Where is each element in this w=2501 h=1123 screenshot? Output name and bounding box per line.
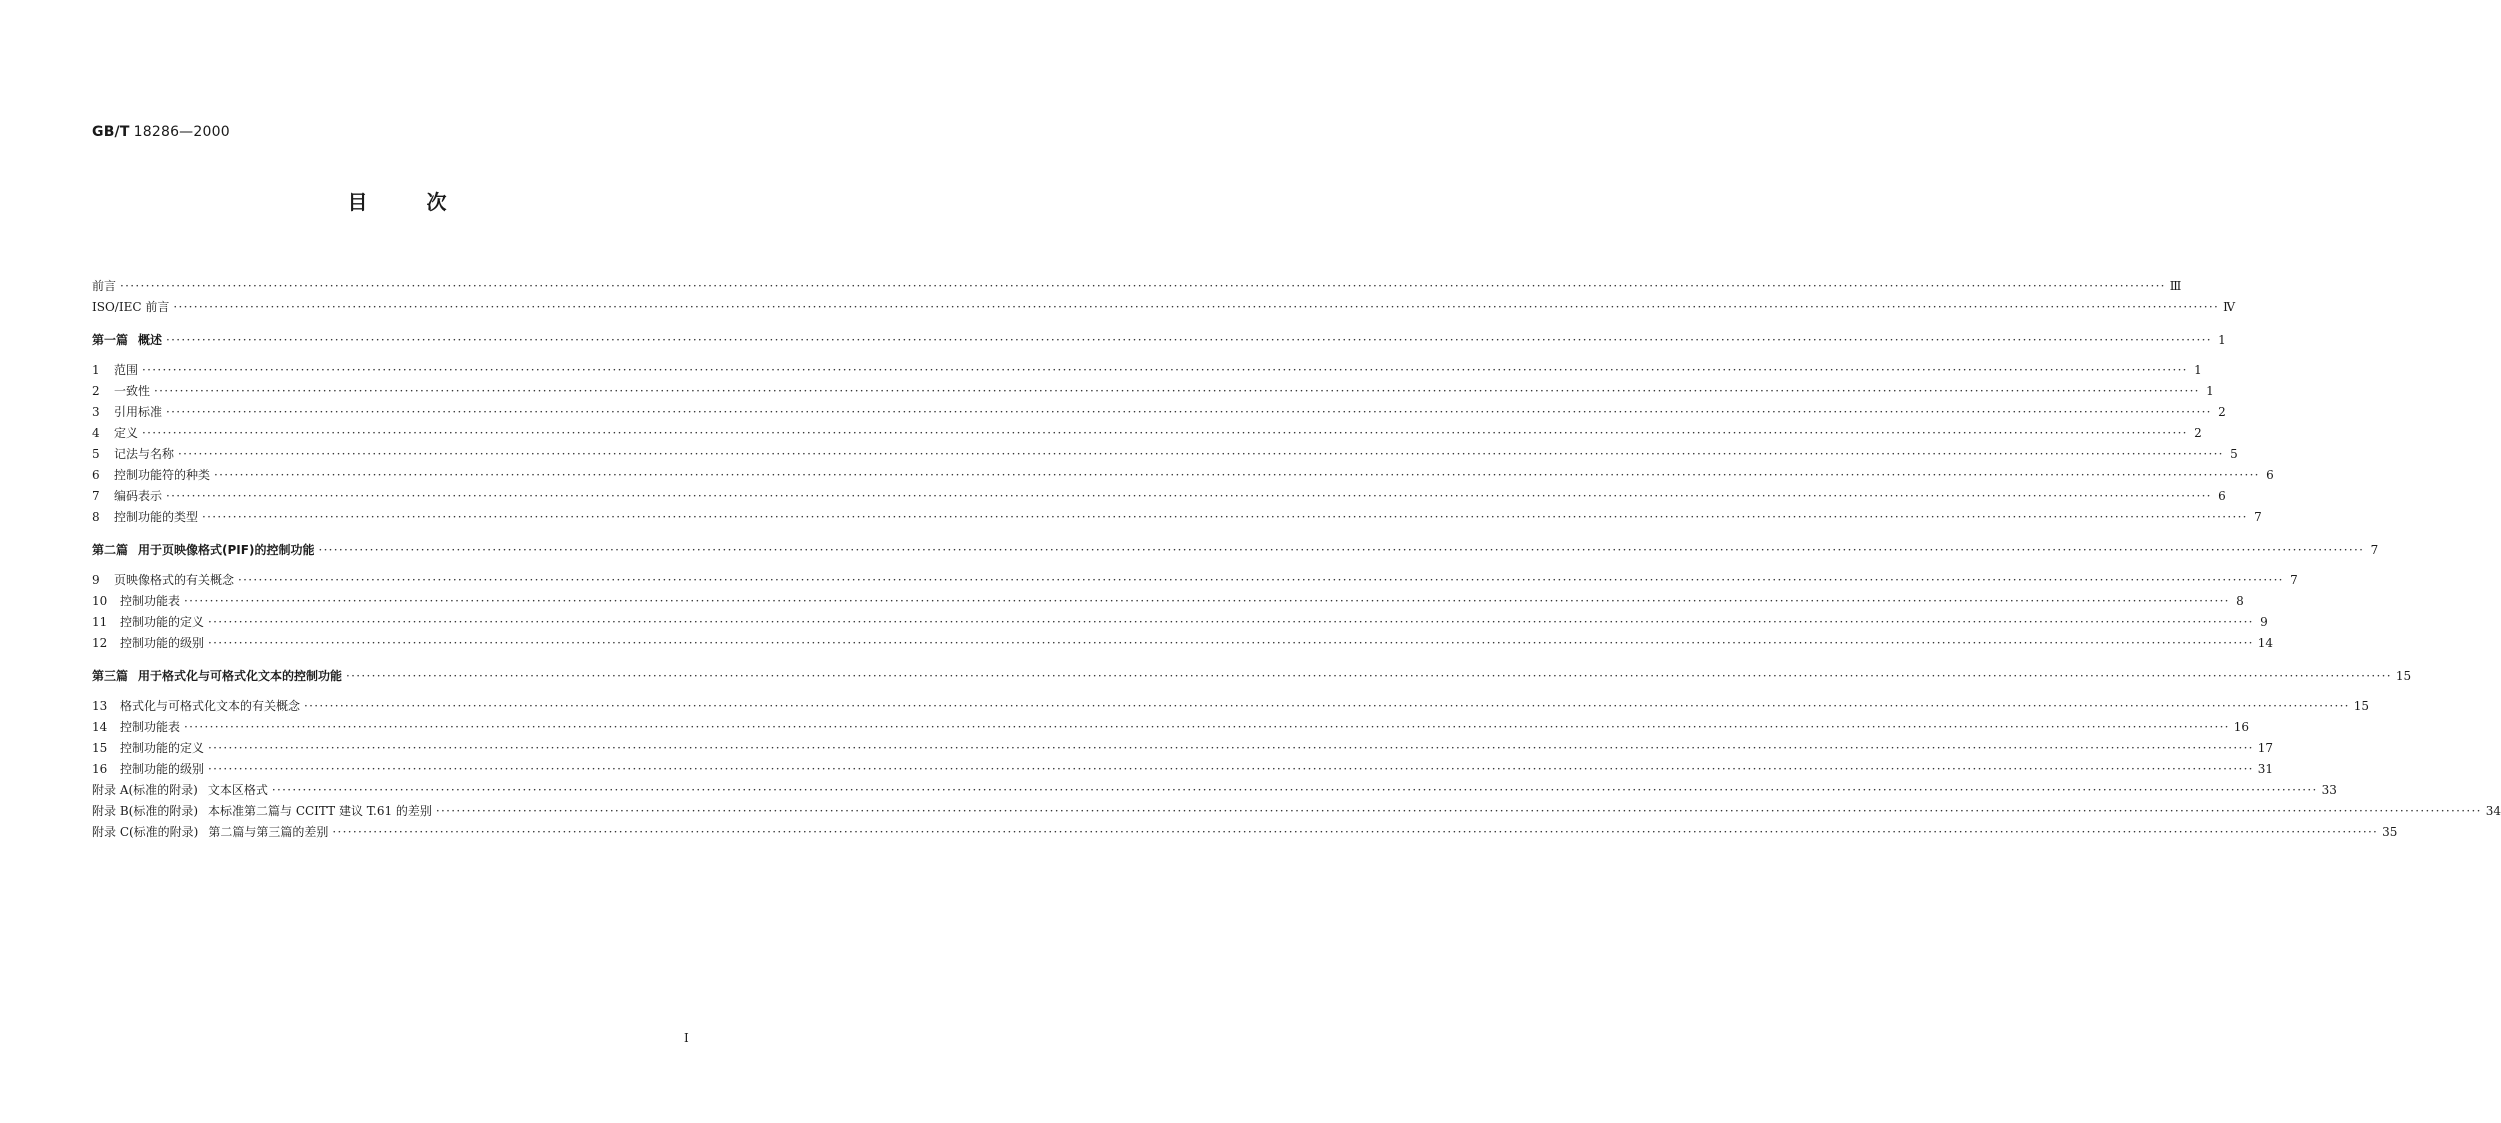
- toc-entry-label: [92, 613, 208, 631]
- toc-leader-dots: ················································································································································································································································································································································································································: [208, 762, 2254, 776]
- toc-entry-page: 14: [2257, 636, 2274, 650]
- toc-entry-title: 控制功能的定义: [120, 741, 205, 755]
- toc-entry-number: 6: [92, 468, 100, 482]
- toc-entry-number: 4: [92, 426, 100, 440]
- toc-entry[interactable]: [92, 331, 2226, 349]
- toc-entry[interactable]: [92, 697, 2370, 715]
- toc-entry-number: 14: [92, 720, 108, 734]
- toc-entry-label: [92, 466, 214, 484]
- toc-entry-title: 编码表示: [114, 489, 163, 503]
- toc-entry-label: [92, 382, 154, 400]
- toc-leader-dots: ················································································································································································································································································································································································································: [346, 669, 2392, 683]
- toc-leader-dots: ················································································································································································································································································································································································································: [435, 804, 2482, 818]
- toc-leader-dots: ················································································································································································································································································································································································································: [154, 384, 2200, 398]
- toc-entry-label: [92, 424, 142, 442]
- toc-leader-dots: ················································································································································································································································································································································································································: [142, 363, 2188, 377]
- toc-entry-number: 15: [92, 741, 108, 755]
- toc-entry-number: 3: [92, 405, 100, 419]
- standard-prefix: GB/T: [92, 124, 130, 140]
- standard-number: 18286—2000: [133, 124, 230, 140]
- toc-entry-number: 11: [92, 615, 108, 629]
- toc-entry-number: 12: [92, 636, 108, 650]
- toc-leader-dots: ················································································································································································································································································································································································································: [166, 333, 2212, 347]
- toc-leader-dots: ················································································································································································································································································································································································································: [120, 279, 2166, 293]
- toc-entry-page: 6: [2218, 489, 2226, 503]
- standard-code: [92, 124, 230, 140]
- toc-entry-number: 附录 B(标准的附录): [92, 804, 198, 818]
- toc-entry-label: [92, 802, 436, 820]
- toc-entry-title: 定义: [114, 426, 139, 440]
- toc-entry-number: 9: [92, 573, 100, 587]
- toc-leader-dots: ················································································································································································································································································································································································································: [208, 741, 2254, 755]
- toc-entry-number: 第二篇: [92, 543, 129, 557]
- toc-entry-page: 15: [2353, 699, 2370, 713]
- toc-entry[interactable]: [92, 760, 2274, 778]
- toc-entry-number: 1: [92, 363, 100, 377]
- toc-entry-title: 控制功能符的种类: [114, 468, 211, 482]
- toc-entry[interactable]: [92, 424, 2202, 442]
- toc-entry-title: 引用标准: [114, 405, 163, 419]
- toc-entry[interactable]: [92, 466, 2274, 484]
- toc-entry-label: [92, 781, 272, 799]
- toc-entry-page: 1: [2206, 384, 2214, 398]
- toc-entry-page: 1: [2218, 333, 2226, 347]
- toc-entry-page: 8: [2236, 594, 2244, 608]
- toc-entry[interactable]: [92, 541, 2379, 559]
- toc-leader-dots: ················································································································································································································································································································································································································: [166, 489, 2212, 503]
- toc-entry[interactable]: [92, 667, 2412, 685]
- toc-entry-title: 控制功能的级别: [120, 762, 205, 776]
- toc-entry-page: 1: [2194, 363, 2202, 377]
- toc-entry-title: 记法与名称: [114, 447, 175, 461]
- toc-entry-title: 格式化与可格式化文本的有关概念: [120, 699, 301, 713]
- toc-entry-title: 页映像格式的有关概念: [114, 573, 235, 587]
- toc-leader-dots: ················································································································································································································································································································································································································: [178, 447, 2224, 461]
- toc-leader-dots: ················································································································································································································································································································································································································: [214, 468, 2260, 482]
- toc-entry[interactable]: [92, 634, 2274, 652]
- toc-leader-dots: ················································································································································································································································································································································································································: [184, 720, 2230, 734]
- page-title: 目 次: [347, 190, 447, 214]
- toc-entry-label: [92, 331, 166, 349]
- toc-leader-dots: ················································································································································································································································································································································································································: [208, 615, 2254, 629]
- toc-entry-label: [92, 634, 208, 652]
- toc-entry[interactable]: [92, 718, 2250, 736]
- toc-entry-page: 2: [2194, 426, 2202, 440]
- toc-entry-number: 附录 C(标准的附录): [92, 825, 199, 839]
- toc-entry-title: 范围: [114, 363, 139, 377]
- toc-leader-dots: ················································································································································································································································································································································································································: [173, 300, 2220, 314]
- toc-entry-page: 31: [2257, 762, 2274, 776]
- toc-entry[interactable]: [92, 382, 2214, 400]
- toc-entry-label: [92, 718, 184, 736]
- toc-entry-page: 7: [2254, 510, 2262, 524]
- toc-entry-label: [92, 361, 142, 379]
- toc-entry[interactable]: [92, 613, 2268, 631]
- toc-entry-title: 前言: [92, 279, 117, 293]
- toc-entry-label: [92, 592, 184, 610]
- toc-entry-label: [92, 571, 238, 589]
- toc-entry-title: 控制功能的级别: [120, 636, 205, 650]
- toc-leader-dots: ················································································································································································································································································································································································································: [304, 699, 2350, 713]
- toc-leader-dots: ················································································································································································································································································································································································································: [318, 543, 2365, 557]
- toc-entry-page: 16: [2233, 720, 2250, 734]
- toc-entry-number: 第三篇: [92, 669, 129, 683]
- toc-leader-dots: ················································································································································································································································································································································································································: [208, 636, 2254, 650]
- toc-entry[interactable]: [92, 508, 2262, 526]
- toc-entry-label: [92, 823, 332, 841]
- toc-entry-title: 概述: [138, 333, 163, 347]
- toc-entry-label: [92, 667, 346, 685]
- toc-leader-dots: ················································································································································································································································································································································································································: [332, 825, 2379, 839]
- toc-entry-label: [92, 760, 208, 778]
- toc-entry-number: 5: [92, 447, 100, 461]
- toc-entry-title: 控制功能表: [120, 594, 181, 608]
- toc-entry-label: [92, 508, 202, 526]
- toc-entry-number: 7: [92, 489, 100, 503]
- toc-entry[interactable]: [92, 802, 2501, 820]
- toc-entry-page: 5: [2230, 447, 2238, 461]
- toc-entry-title: 控制功能的类型: [114, 510, 199, 524]
- toc-entry-title: 第二篇与第三篇的差别: [208, 825, 329, 839]
- toc-entry-page: 9: [2260, 615, 2268, 629]
- toc-leader-dots: ················································································································································································································································································································································································································: [166, 405, 2212, 419]
- toc-entry-number: 8: [92, 510, 100, 524]
- toc-entry-page: 15: [2395, 669, 2412, 683]
- toc-entry-label: [92, 445, 178, 463]
- toc-leader-dots: ················································································································································································································································································································································································································: [271, 783, 2318, 797]
- toc-entry-title: 用于页映像格式(PIF)的控制功能: [138, 543, 315, 557]
- toc-entry-page: Ⅳ: [2223, 300, 2236, 314]
- toc-entry-label: [92, 298, 173, 316]
- toc-entry-page: 7: [2290, 573, 2298, 587]
- toc-entry-page: 7: [2370, 543, 2379, 557]
- toc-entry-number: 2: [92, 384, 100, 398]
- toc-entry-page: 35: [2382, 825, 2398, 839]
- toc-entry[interactable]: [92, 487, 2226, 505]
- toc-entry-page: 2: [2218, 405, 2226, 419]
- toc-entry-page: 34: [2485, 804, 2501, 818]
- toc-leader-dots: ················································································································································································································································································································································································································: [202, 510, 2248, 524]
- toc-entry[interactable]: [92, 445, 2238, 463]
- toc-entry-number: 10: [92, 594, 108, 608]
- toc-leader-dots: ················································································································································································································································································································································································································: [184, 594, 2230, 608]
- page-number: I: [684, 1031, 689, 1045]
- toc-entry[interactable]: [92, 571, 2298, 589]
- toc-entry-title: ISO/IEC 前言: [92, 300, 170, 314]
- toc-entry[interactable]: [92, 739, 2274, 757]
- toc-entry[interactable]: [92, 781, 2337, 799]
- toc-entry-title: 文本区格式: [207, 783, 268, 797]
- toc-entry[interactable]: [92, 298, 2236, 316]
- toc-entry-page: 17: [2257, 741, 2274, 755]
- toc-leader-dots: ················································································································································································································································································································································································································: [238, 573, 2284, 587]
- toc-entry-number: 13: [92, 699, 108, 713]
- toc-entry-label: [92, 487, 166, 505]
- toc-entry-page: 6: [2266, 468, 2274, 482]
- toc-entry[interactable]: [92, 277, 2182, 295]
- toc-entry[interactable]: [92, 592, 2244, 610]
- toc-entry-label: [92, 277, 120, 295]
- toc-entry-page: Ⅲ: [2169, 279, 2182, 293]
- toc-entry-label: [92, 403, 166, 421]
- toc-entry-page: 33: [2321, 783, 2337, 797]
- toc-entry-title: 控制功能的定义: [120, 615, 205, 629]
- toc-leader-dots: ················································································································································································································································································································································································································: [142, 426, 2188, 440]
- toc-entry-title: 本标准第二篇与 CCITT 建议 T.61 的差别: [208, 804, 432, 818]
- toc-entry-number: 第一篇: [92, 333, 129, 347]
- toc-entry-title: 控制功能表: [120, 720, 181, 734]
- toc-entry[interactable]: [92, 361, 2202, 379]
- toc-entry-label: [92, 541, 318, 559]
- toc-entry[interactable]: [92, 403, 2226, 421]
- toc-entry-number: 16: [92, 762, 108, 776]
- toc-entry-title: 一致性: [114, 384, 151, 398]
- toc-entry-label: [92, 739, 208, 757]
- toc-entry-title: 用于格式化与可格式化文本的控制功能: [138, 669, 343, 683]
- toc-entry-number: 附录 A(标准的附录): [92, 783, 198, 797]
- toc-entry[interactable]: [92, 823, 2398, 841]
- toc-entry-label: [92, 697, 304, 715]
